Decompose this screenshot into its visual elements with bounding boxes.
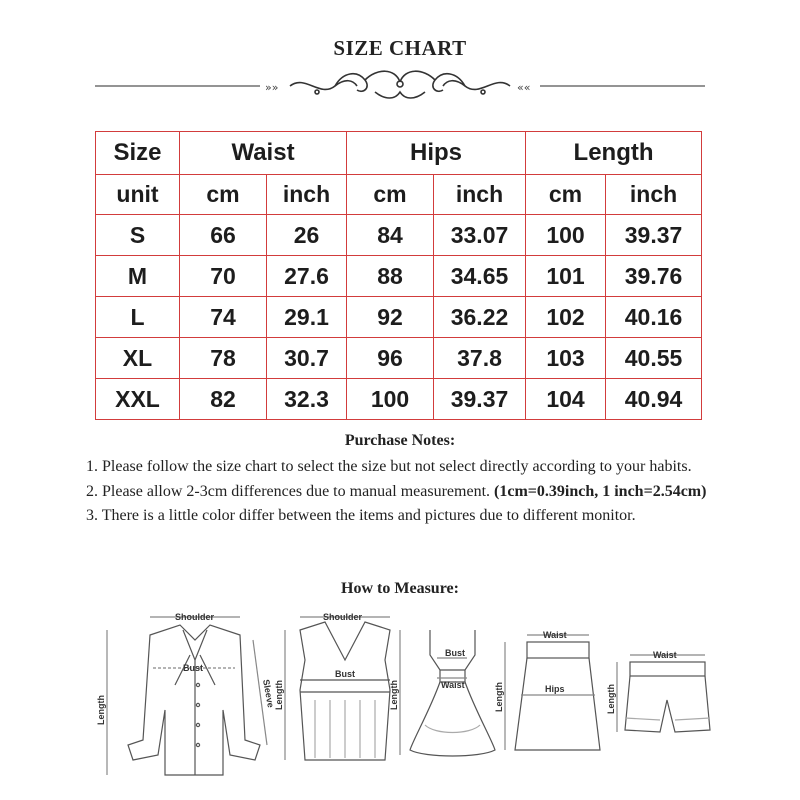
table-row bbox=[96, 256, 702, 297]
table-cell: 78 bbox=[180, 338, 267, 379]
table-row bbox=[96, 215, 702, 256]
table-cell: 74 bbox=[180, 297, 267, 338]
table-cell: 70 bbox=[180, 256, 267, 297]
table-cell: 34.65 bbox=[434, 256, 526, 297]
table-cell: 30.7 bbox=[267, 338, 347, 379]
shoulder-label-2: Shoulder bbox=[323, 612, 363, 622]
hips-label: Hips bbox=[545, 684, 565, 694]
table-cell: 39.37 bbox=[434, 379, 526, 420]
length-label-5: Length bbox=[606, 684, 616, 714]
header-waist: Waist bbox=[180, 132, 347, 175]
table-cell: 40.55 bbox=[606, 338, 702, 379]
table-cell: 39.76 bbox=[606, 256, 702, 297]
unit-cell: inch bbox=[267, 175, 347, 215]
table-row bbox=[96, 297, 702, 338]
table-cell: S bbox=[96, 215, 180, 256]
table-cell: M bbox=[96, 256, 180, 297]
purchase-notes-title: Purchase Notes: bbox=[344, 432, 456, 449]
shorts-diagram bbox=[617, 655, 710, 732]
unit-cell: cm bbox=[526, 175, 606, 215]
table-cell: 92 bbox=[347, 297, 434, 338]
table-cell: 88 bbox=[347, 256, 434, 297]
length-label-2: Length bbox=[274, 680, 284, 710]
table-cell: 40.16 bbox=[606, 297, 702, 338]
table-cell: 100 bbox=[526, 215, 606, 256]
unit-cell: cm bbox=[347, 175, 434, 215]
table-cell: 104 bbox=[526, 379, 606, 420]
note-2-conversion: (1cm=0.39inch, 1 inch=2.54cm) bbox=[494, 482, 707, 500]
note-2-text: 2. Please allow 2-3cm differences due to manual measurement. bbox=[86, 482, 495, 500]
unit-cell: unit bbox=[96, 175, 180, 215]
header-length: Length bbox=[526, 132, 702, 175]
note-2 bbox=[86, 480, 726, 505]
bust-label-2: Bust bbox=[335, 669, 355, 679]
table-cell: 26 bbox=[267, 215, 347, 256]
table-cell: 103 bbox=[526, 338, 606, 379]
table-cell: 33.07 bbox=[434, 215, 526, 256]
waist-label-3: Waist bbox=[441, 680, 465, 690]
length-label-3: Length bbox=[389, 680, 399, 710]
table-cell: 32.3 bbox=[267, 379, 347, 420]
length-label-1: Length bbox=[96, 695, 106, 725]
length-label-4: Length bbox=[494, 682, 504, 712]
table-cell: 36.22 bbox=[434, 297, 526, 338]
table-cell: 37.8 bbox=[434, 338, 526, 379]
header-size: Size bbox=[96, 132, 180, 175]
svg-text:««: «« bbox=[517, 81, 531, 94]
header-hips: Hips bbox=[347, 132, 526, 175]
table-cell: 29.1 bbox=[267, 297, 347, 338]
camisole-diagram bbox=[285, 617, 390, 760]
table-cell: 102 bbox=[526, 297, 606, 338]
note-3: 3. There is a little color differ between the items and pictures due to different monitor. bbox=[86, 507, 636, 524]
table-cell: 84 bbox=[347, 215, 434, 256]
table-row bbox=[96, 379, 702, 420]
how-to-measure-title: How to Measure: bbox=[341, 580, 459, 597]
shoulder-label-1: Shoulder bbox=[175, 612, 215, 622]
table-header-row bbox=[96, 132, 702, 175]
page-title: SIZE CHART bbox=[333, 36, 467, 60]
unit-cell: cm bbox=[180, 175, 267, 215]
waist-label-4: Waist bbox=[543, 630, 567, 640]
table-cell: 101 bbox=[526, 256, 606, 297]
measurement-diagrams bbox=[95, 600, 715, 790]
purchase-notes bbox=[86, 455, 726, 529]
table-cell: 82 bbox=[180, 379, 267, 420]
unit-cell: inch bbox=[606, 175, 702, 215]
decorative-divider bbox=[95, 66, 705, 106]
table-cell: 40.94 bbox=[606, 379, 702, 420]
bust-label-1: Bust bbox=[183, 663, 203, 673]
table-cell: 100 bbox=[347, 379, 434, 420]
table-cell: 96 bbox=[347, 338, 434, 379]
bust-label-3: Bust bbox=[445, 648, 465, 658]
table-cell: 27.6 bbox=[267, 256, 347, 297]
table-cell: L bbox=[96, 297, 180, 338]
waist-label-5: Waist bbox=[653, 650, 677, 660]
table-unit-row bbox=[96, 175, 702, 215]
blouse-diagram bbox=[107, 617, 267, 775]
table-cell: 66 bbox=[180, 215, 267, 256]
table-cell: XXL bbox=[96, 379, 180, 420]
note-1: 1. Please follow the size chart to select the size but not select directly according to your habits. bbox=[86, 458, 692, 475]
table-row bbox=[96, 338, 702, 379]
svg-text:»»: »» bbox=[265, 81, 279, 94]
sleeve-label: Sleeve bbox=[261, 678, 276, 709]
unit-cell: inch bbox=[434, 175, 526, 215]
size-chart-table bbox=[95, 131, 702, 420]
table-cell: 39.37 bbox=[606, 215, 702, 256]
table-cell: XL bbox=[96, 338, 180, 379]
